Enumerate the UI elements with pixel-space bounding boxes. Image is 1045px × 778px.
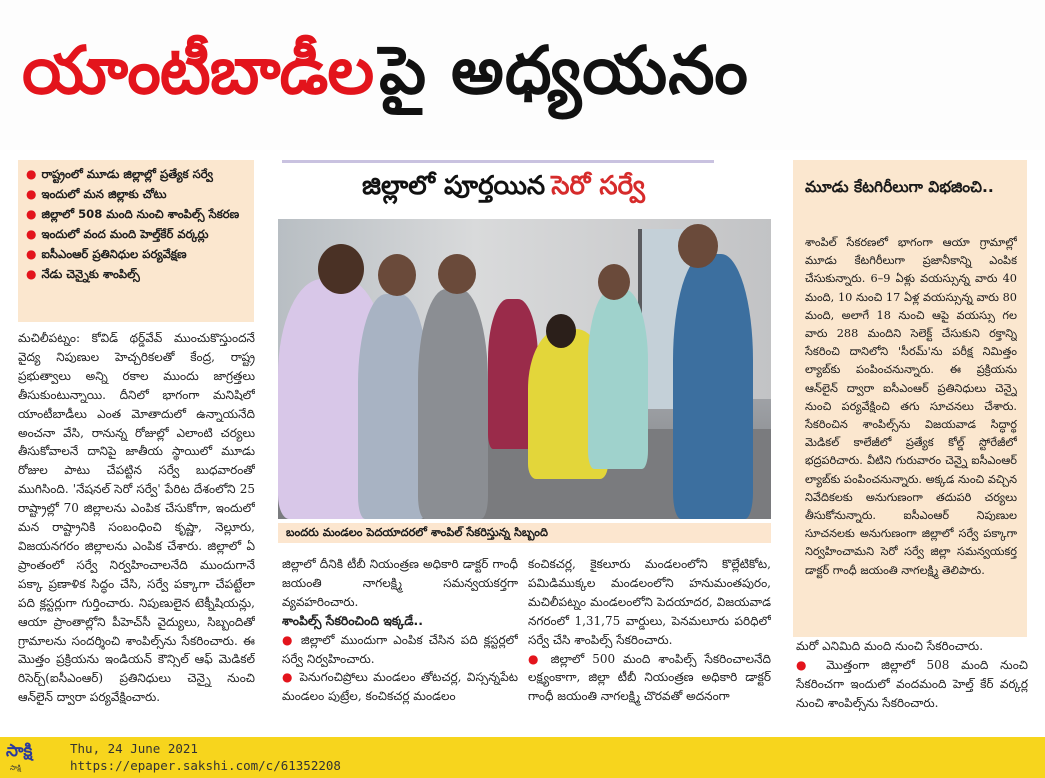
- subheadline: [282, 160, 714, 211]
- article-column-3: [528, 555, 771, 715]
- photo-caption: బందరు మండలం పెదయాదరలో శాంపిల్ సేకరిస్తున్న సిబ్బంది: [278, 523, 771, 543]
- bullet-icon: ●: [26, 267, 37, 281]
- column4-bullet: ● మొత్తంగా జిల్లాలో 508 మంది నుంచి సేకరించగా ఇందులో వందమంది హెల్త్ కేర్ వర్కర్ల నుంచి శాంపిల్స్‌ను సేకరించారు.: [796, 657, 1028, 710]
- bullet-icon: ●: [26, 187, 37, 201]
- subheadline-red: సెరో సర్వే: [551, 171, 645, 201]
- column3-bullet: ● జిల్లాలో 500 మంది శాంపిల్స్ సేకరించాలనేది లక్ష్యంకాగా, జిల్లా టీబీ నియంత్రణ అధికారి డాక్టర్ గాంధీ జయంతి నాగలక్ష్మి చొరవతో అదనంగా: [528, 651, 771, 704]
- column2-intro: జిల్లాలో దీనికి టీబీ నియంత్రణ అధికారి డాక్టర్ గాంధీ జయంతి నాగలక్ష్మి సమన్వయకర్తగా వ్యవహరించారు.: [282, 557, 518, 609]
- footer-date: Thu, 24 June 2021: [70, 741, 198, 756]
- headline-red: యాంటీబాడీల: [22, 32, 374, 109]
- article-column-2: [282, 555, 518, 715]
- article-column-1: మచిలీపట్నం: కోవిడ్ థర్డ్‌వేవ్ ముంచుకొస్తుందనే వైద్య నిపుణుల హెచ్చరికలతో కేంద్ర, రాష్ట్ర ప్రభుత్వాలు అన్ని రకాల ముందు జాగ్రత్తలు తీసుకుంటున్నాయి. దీనిలో భాగంగా మనిషిలో యాంటీబాడీలు ఎంత మోతాదులో ఉన్నాయనేది అంచనా వేసి, రానున్న రోజుల్లో ఎలాంటి చర్యలు తీసుకోవాలనే దానిపై జాతీయ స్థాయిలో మూడు రోజుల పాటు చేపట్టిన సర్వే బుధవారంతో ముగిసింది. 'నేషనల్ సెరో సర్వే' పేరిట దేశంలోని 25 రాష్ట్రాల్లో 70 జిల్లాలను ఎంపిక చేసుకోగా, ఇందులో మన రాష్ట్రానికి సంబంధించి కృష్ణా, నెల్లూరు, విజయనగరం జిల్లాలను ఎంపిక చేశారు. జిల్లాలో ఏ ప్రాంతంలో సర్వే నిర్వహించాలనేది ముందుగానే పక్కా ప్రణాళిక సిద్ధం చేసి, సర్వే పక్కాగా చేపట్టేలా పది క్లస్టర్లుగా గుర్తించారు. నిపుణులైన టెక్నీషియన్లు, ఆయా ప్రాంతాల్లోని పీహెచ్‌సీ వైద్యులు, సిబ్బందితో గ్రామాలను సందర్శించి శాంపిల్స్‌ను సేకరించారు. ఈ మొత్తం ప్రక్రియను ఇండియన్ కౌన్సిల్ ఆఫ్ మెడికల్ రిసెర్చ్(ఐసీఎంఆర్) ప్రతినిధులు చెన్నై నుంచి ఆన్‌లైన్ ద్వారా పర్యవేక్షించారు.: [18, 331, 255, 705]
- column2-bullet: ● పెనుగంచిప్రోలు మండలం తోటచర్ల, విస్సన్నపేట మండలం పుట్రేల, కంచికచర్ల మండలం: [282, 670, 518, 704]
- bullet-icon: ●: [26, 247, 37, 261]
- column3-paragraph: కంచికచర్ల, కైకలూరు మండలంలోని కొల్లేటికోట, పమిడిముక్కల మండలంలోని హనుమంతపురం, మచిలీపట్నం మండలంలోని పెదయాదర, విజయవాడ నగరంలో 1,31,75 వార్డులు, పెనమలూరు పరిధిలో సర్వే చేసి శాంపిల్స్ సేకరించారు.: [528, 557, 771, 647]
- bullet-icon: ●: [26, 167, 37, 181]
- highlight-item: ● ఐసీఎంఆర్ ప్రతినిధుల పర్యవేక్షణ: [26, 247, 187, 261]
- headline-black: పై అధ్యయనం: [379, 32, 749, 109]
- highlight-item: ● ఇందులో మన జిల్లాకు చోటు: [26, 187, 167, 201]
- highlight-item: ● నేడు చెన్నైకు శాంపిల్స్: [26, 267, 140, 281]
- column2-subhead: శాంపిల్స్ సేకరించింది ఇక్కడే..: [282, 612, 423, 628]
- highlight-item: ● ఇందులో వంద మంది హెల్త్‌కేర్ వర్కర్లు: [26, 227, 209, 241]
- bullet-icon: ●: [26, 227, 37, 241]
- headline-banner: [0, 0, 1045, 150]
- headline: [22, 32, 749, 109]
- sakshi-logo: సాక్షి సాక్షి: [6, 741, 33, 772]
- sidebar-heading: మూడు కేటగిరీలుగా విభజించి..: [805, 178, 994, 196]
- footer-url[interactable]: https://epaper.sakshi.com/c/61352208: [70, 758, 341, 773]
- news-photo: [278, 219, 771, 519]
- article-column-4: [796, 637, 1028, 717]
- sidebar-box: [793, 160, 1027, 637]
- column2-bullet: ● జిల్లాలో ముందుగా ఎంపిక చేసిన పది క్లస్టర్లలో సర్వే నిర్వహించారు.: [282, 632, 518, 666]
- column4-paragraph: మరో ఎనిమిది మంది నుంచి సేకరించారు.: [796, 639, 984, 653]
- subheadline-black: జిల్లాలో పూర్తయిన: [362, 171, 546, 201]
- highlights-box: [18, 160, 254, 322]
- bullet-icon: ●: [26, 207, 37, 221]
- highlight-item: ● రాష్ట్రంలో మూడు జిల్లాల్లో ప్రత్యేక సర్వే: [26, 167, 213, 181]
- sidebar-body: శాంపిల్ సేకరణలో భాగంగా ఆయా గ్రామాల్లో మూడు కేటగిరీలుగా ప్రజానీకాన్ని ఎంపిక చేసుకున్నారు. 6–9 ఏళ్లు వయస్సున్న వారు 40 మంది, 10 నుంచి 17 ఏళ్ల వయస్సున్న వారు 80 మంది, అలాగే 18 నుంచి ఆపై వయస్సు గల వారు 288 మందిని సెలెక్ట్ చేసుకుని రక్తాన్ని సేకరించి దానిలోని 'సీరమ్'ను పరీక్ష నిమిత్తం ల్యాబ్‌కు పంపించనున్నారు. ఈ ప్రక్రియను ఆన్‌లైన్ ద్వారా ఐసీఎంఆర్ ప్రతినిధులు చెన్నై నుంచి పర్యవేక్షించి తగు సూచనలు చేశారు. సేకరించిన శాంపిల్స్‌ను విజయవాడ సిద్ధార్థ మెడికల్ కాలేజీలో ప్రత్యేక కోల్డ్ స్టోరేజీలో భద్రపరిచారు. వీటిని గురువారం చెన్నై ఐసీఎంఆర్ ల్యాబ్‌కు పంపించనున్నారు. అక్కడ నుంచి వచ్చిన నివేదికలకు అనుగుణంగా తదుపరి చర్యలు తీసుకోనున్నారు. ఐసీఎంఆర్ నిపుణుల సూచనలకు అనుగుణంగా జిల్లాలో సర్వే పక్కాగా నిర్వహించామని సెరో సర్వే జిల్లా సమన్వయకర్త డాక్టర్ గాంధీ జయంతి నాగలక్ష్మి తెలిపారు.: [805, 236, 1017, 577]
- highlight-item: ● జిల్లాలో 508 మంది నుంచి శాంపిల్స్ సేకరణ: [26, 207, 240, 221]
